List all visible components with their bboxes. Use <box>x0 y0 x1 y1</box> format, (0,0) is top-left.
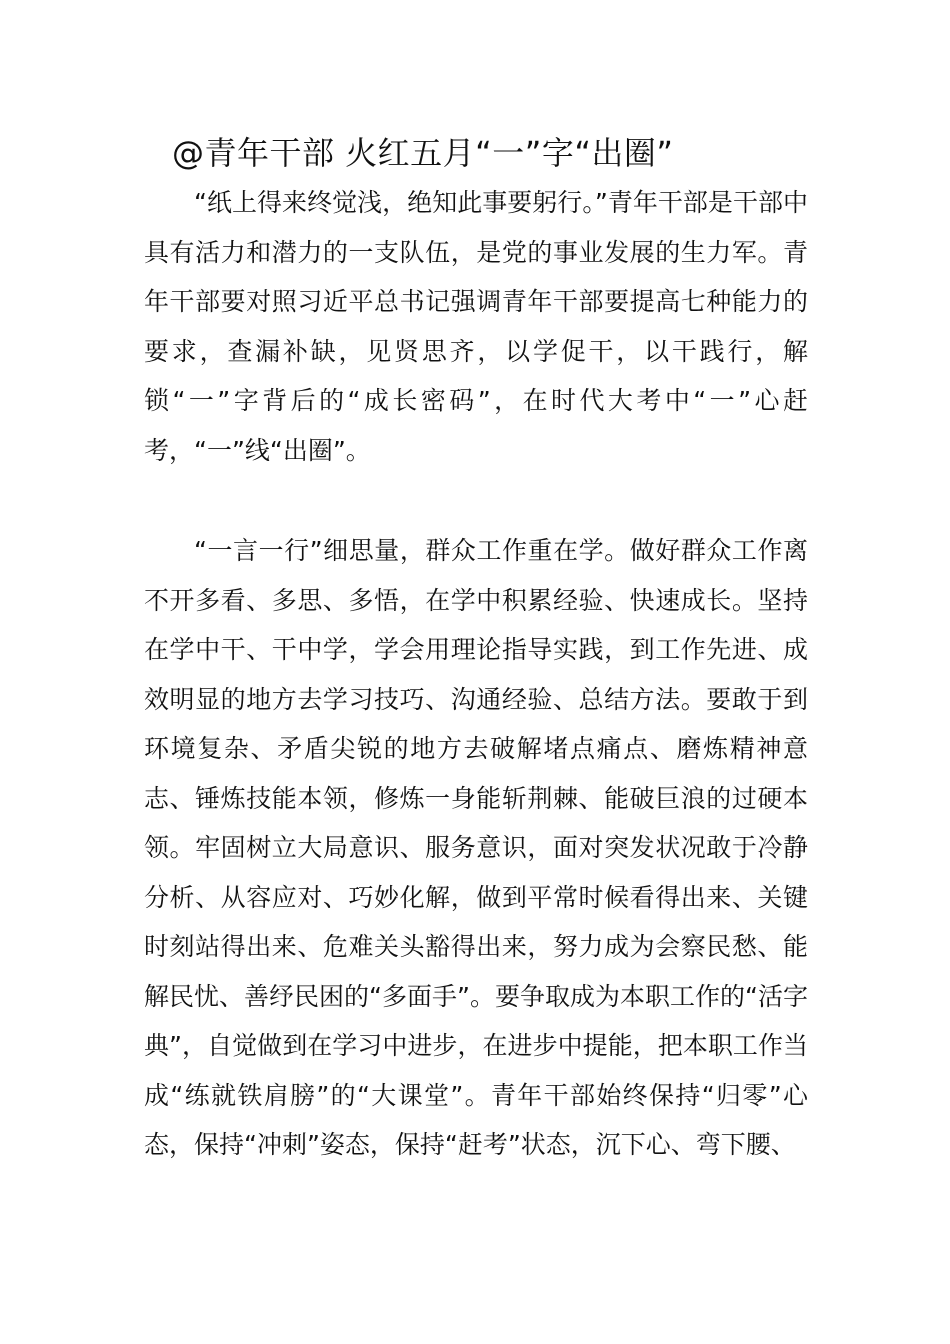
paragraph-1: “纸上得来终觉浅，绝知此事要躬行。”青年干部是干部中具有活力和潜力的一支队伍，是党的事业发展的生力军。青年干部要对照习近平总书记强调青年干部要提高七种能力的要求，查漏补缺，见贤思齐，以学促干，以干践行，解锁“一”字背后的“成长密码”，在时代大考中“一”心赶考，“一”线“出圈”。 <box>144 188 808 465</box>
document-title: @青年干部 火红五月“一”字“出圈” <box>172 134 674 172</box>
paragraph-2: “一言一行”细思量，群众工作重在学。做好群众工作离不开多看、多思、多悟，在学中积累经验、快速成长。坚持在学中干、干中学，学会用理论指导实践，到工作先进、成效明显的地方去学习技巧、沟通经验、总结方法。要敢于到环境复杂、矛盾尖锐的地方去破解堵点痛点、磨炼精神意志、锤炼技能本领，修炼一身能斩荆棘、能破巨浪的过硬本领。牢固树立大局意识、服务意识，面对突发状况敢于冷静分析、从容应对、巧妙化解，做到平常时候看得出来、关键时刻站得出来、危难关头豁得出来，努力成为会察民愁、能解民忧、善纾民困的“多面手”。要争取成为本职工作的“活字典”，自觉做到在学习中进步，在进步中提能，把本职工作当成“练就铁肩膀”的“大课堂”。青年干部始终保持“归零”心态，保持“冲刺”姿态，保持“赶考”状态，沉下心、弯下腰、 <box>144 536 808 1159</box>
